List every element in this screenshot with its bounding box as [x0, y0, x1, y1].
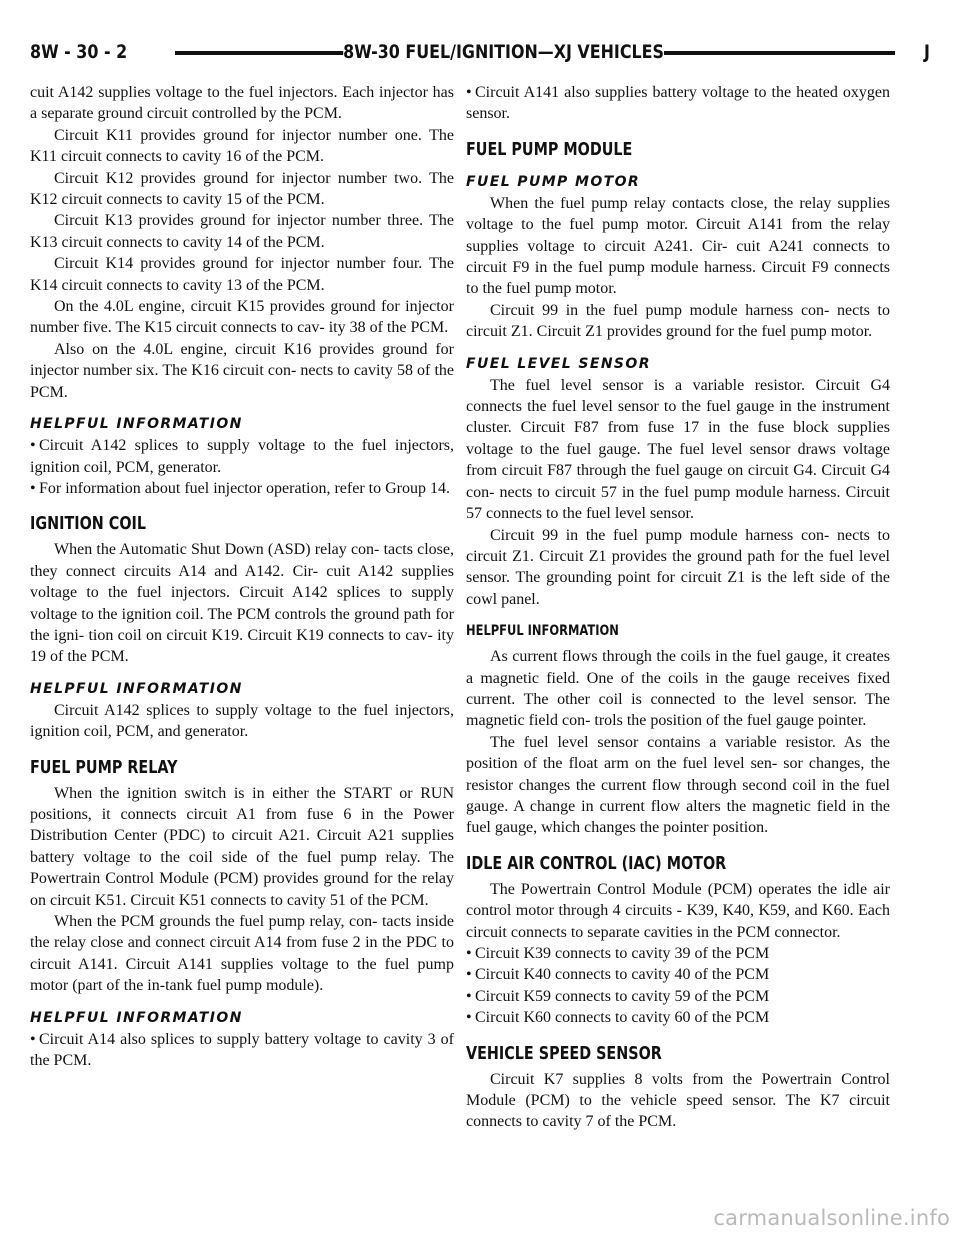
paragraph: Circuit 99 in the fuel pump module harness con- nects to circuit Z1. Circuit Z1 provides ground for the fuel pump motor.	[466, 301, 890, 341]
subsection-heading: HELPFUL INFORMATION	[30, 680, 243, 697]
paragraph: Circuit K13 provides ground for injector number three. The K13 circuit connects to cavity 14 of the PCM.	[30, 212, 454, 251]
section-heading: IGNITION COIL	[30, 514, 147, 535]
subsection-heading: HELPFUL INFORMATION	[30, 1009, 243, 1026]
bullet-text: Circuit K40 connects to cavity 40 of the PCM	[475, 966, 770, 984]
right-column	[466, 82, 890, 1133]
bullet-text: Circuit A142 splices to supply voltage to the fuel injectors, ignition coil, PCM, generator.	[30, 437, 454, 476]
paragraph: Also on the 4.0L engine, circuit K16 provides ground for injector number six. The K16 circuit con- nects to cavity 58 of the PCM.	[30, 340, 454, 401]
bullet-item	[466, 82, 890, 125]
bullet-item	[466, 964, 890, 985]
bullet-icon: •	[466, 945, 472, 962]
bullet-icon: •	[466, 987, 472, 1005]
header-rule-right	[660, 51, 895, 55]
bullet-icon: •	[30, 1030, 36, 1048]
edition-letter: J	[924, 40, 930, 66]
page-header	[30, 40, 930, 66]
section-heading: FUEL PUMP MODULE	[466, 139, 633, 160]
bullet-text: Circuit A14 also splices to supply battery voltage to cavity 3 of the PCM.	[30, 1030, 454, 1070]
paragraph: The fuel level sensor contains a variable resistor. As the position of the float arm on the fuel level sen- sor changes, the resistor changes the current flow through second coil in the fuel gauge. A change in current flow alters the magnetic field in the fuel gauge, which changes the pointer position.	[466, 733, 890, 837]
paragraph: The fuel level sensor is a variable resistor. Circuit G4 connects the fuel level sensor to the fuel gauge in the instrument cluster. Circuit F87 from fuse 17 in the fuse block supplies voltage to the fuel gauge. The fuel level sensor draws voltage from circuit F87 through the fuel gauge on circuit G4. Circuit G4 con- nects to circuit 57 in the fuel pump module harness. Circuit 57 connects to the fuel level sensor.	[466, 376, 890, 523]
watermark: carmanualsonline.info	[713, 1206, 950, 1230]
bullet-icon: •	[30, 437, 36, 455]
paragraph: When the fuel pump relay contacts close, the relay supplies voltage to the fuel pump motor. Circuit A141 from the relay supplies voltage to circuit A241. Cir- cuit A241 connects to circuit F9 in the fuel pump module harness. Circuit F9 connects to the fuel pump motor.	[466, 194, 890, 298]
paragraph: Circuit A142 splices to supply voltage to the fuel injectors, ignition coil, PCM, and generator.	[30, 701, 454, 741]
bullet-icon: •	[30, 479, 36, 497]
paragraph: Circuit K7 supplies 8 volts from the Powertrain Control Module (PCM) to the vehicle speed sensor. The K7 circuit connects to cavity 7 of the PCM.	[466, 1070, 890, 1131]
paragraph: When the Automatic Shut Down (ASD) relay con- tacts close, they connect circuits A14 and A142. Cir- cuit A142 supplies voltage to the fuel injectors. Circuit A142 splices to supply voltage to the ignition coil. The PCM controls the ground path for the igni- tion coil on circuit K19. Circuit K19 connects to cav- ity 19 of the PCM.	[30, 541, 454, 666]
paragraph: When the PCM grounds the fuel pump relay, con- tacts inside the relay close and connect circuit A14 from fuse 2 in the PDC to circuit A141. Circuit A141 supplies voltage to the fuel pump motor (part of the in-tank fuel pump module).	[30, 913, 454, 995]
paragraph: cuit A142 supplies voltage to the fuel injectors. Each injector has a separate ground circuit controlled by the PCM.	[30, 84, 454, 123]
paragraph: Circuit K11 provides ground for injector number one. The K11 circuit connects to cavity 16 of the PCM.	[30, 126, 454, 166]
paragraph: Circuit K14 provides ground for injector number four. The K14 circuit connects to cavity 13 of the PCM.	[30, 255, 454, 294]
bullet-text: For information about fuel injector operation, refer to Group 14.	[39, 479, 450, 497]
paragraph: When the ignition switch is in either the START or RUN positions, it connects circuit A1 from fuse 6 in the Power Distribution Center (PDC) to circuit A21. Circuit A21 supplies battery voltage to the coil side of the fuel pump relay. The Powertrain Control Module (PCM) provides ground for the relay on circuit K51. Circuit K51 connects to cavity 51 of the PCM.	[30, 784, 454, 909]
bullet-item	[466, 986, 890, 1007]
paragraph: Circuit K12 provides ground for injector number two. The K12 circuit connects to cavity 15 of the PCM.	[30, 169, 454, 209]
subsection-heading: HELPFUL INFORMATION	[466, 623, 619, 640]
section-heading: IDLE AIR CONTROL (IAC) MOTOR	[466, 853, 727, 874]
bullet-item	[466, 943, 890, 964]
left-column	[30, 82, 454, 1071]
paragraph: The Powertrain Control Module (PCM) operates the idle air control motor through 4 circuits - K39, K40, K59, and K60. Each circuit connects to separate cavities in the PCM connector.	[466, 880, 890, 941]
section-title: 8W-30 FUEL/IGNITION—XJ VEHICLES	[343, 40, 664, 66]
section-heading: FUEL PUMP RELAY	[30, 757, 178, 778]
bullet-text: Circuit A141 also supplies battery voltage to the heated oxygen sensor.	[466, 84, 890, 123]
bullet-text: Circuit K59 connects to cavity 59 of the PCM	[475, 987, 770, 1005]
bullet-item	[30, 1029, 454, 1072]
paragraph: As current flows through the coils in the fuel gauge, it creates a magnetic field. One of the coils in the gauge receives fixed current. The other coil is connected to the level sensor. The magnetic field con- trols the position of the fuel gauge pointer.	[466, 648, 890, 730]
section-heading: VEHICLE SPEED SENSOR	[466, 1043, 662, 1064]
subsection-heading: FUEL LEVEL SENSOR	[466, 355, 651, 372]
paragraph: On the 4.0L engine, circuit K15 provides ground for injector number five. The K15 circuit connects to cav- ity 38 of the PCM.	[30, 298, 454, 337]
bullet-icon: •	[466, 1009, 472, 1027]
page-number: 8W - 30 - 2	[30, 40, 127, 66]
bullet-icon: •	[466, 966, 472, 984]
bullet-item	[466, 1007, 890, 1028]
bullet-icon: •	[466, 84, 472, 101]
paragraph: Circuit 99 in the fuel pump module harness con- nects to circuit Z1. Circuit Z1 provides the ground path for the fuel level sensor. The grounding point for circuit Z1 is the left side of the cowl panel.	[466, 526, 890, 608]
bullet-item	[30, 435, 454, 478]
subsection-heading: FUEL PUMP MOTOR	[466, 173, 641, 190]
bullet-text: Circuit K60 connects to cavity 60 of the PCM	[475, 1009, 770, 1027]
subsection-heading: HELPFUL INFORMATION	[30, 416, 243, 433]
bullet-item	[30, 478, 454, 499]
bullet-text: Circuit K39 connects to cavity 39 of the PCM	[475, 945, 770, 962]
